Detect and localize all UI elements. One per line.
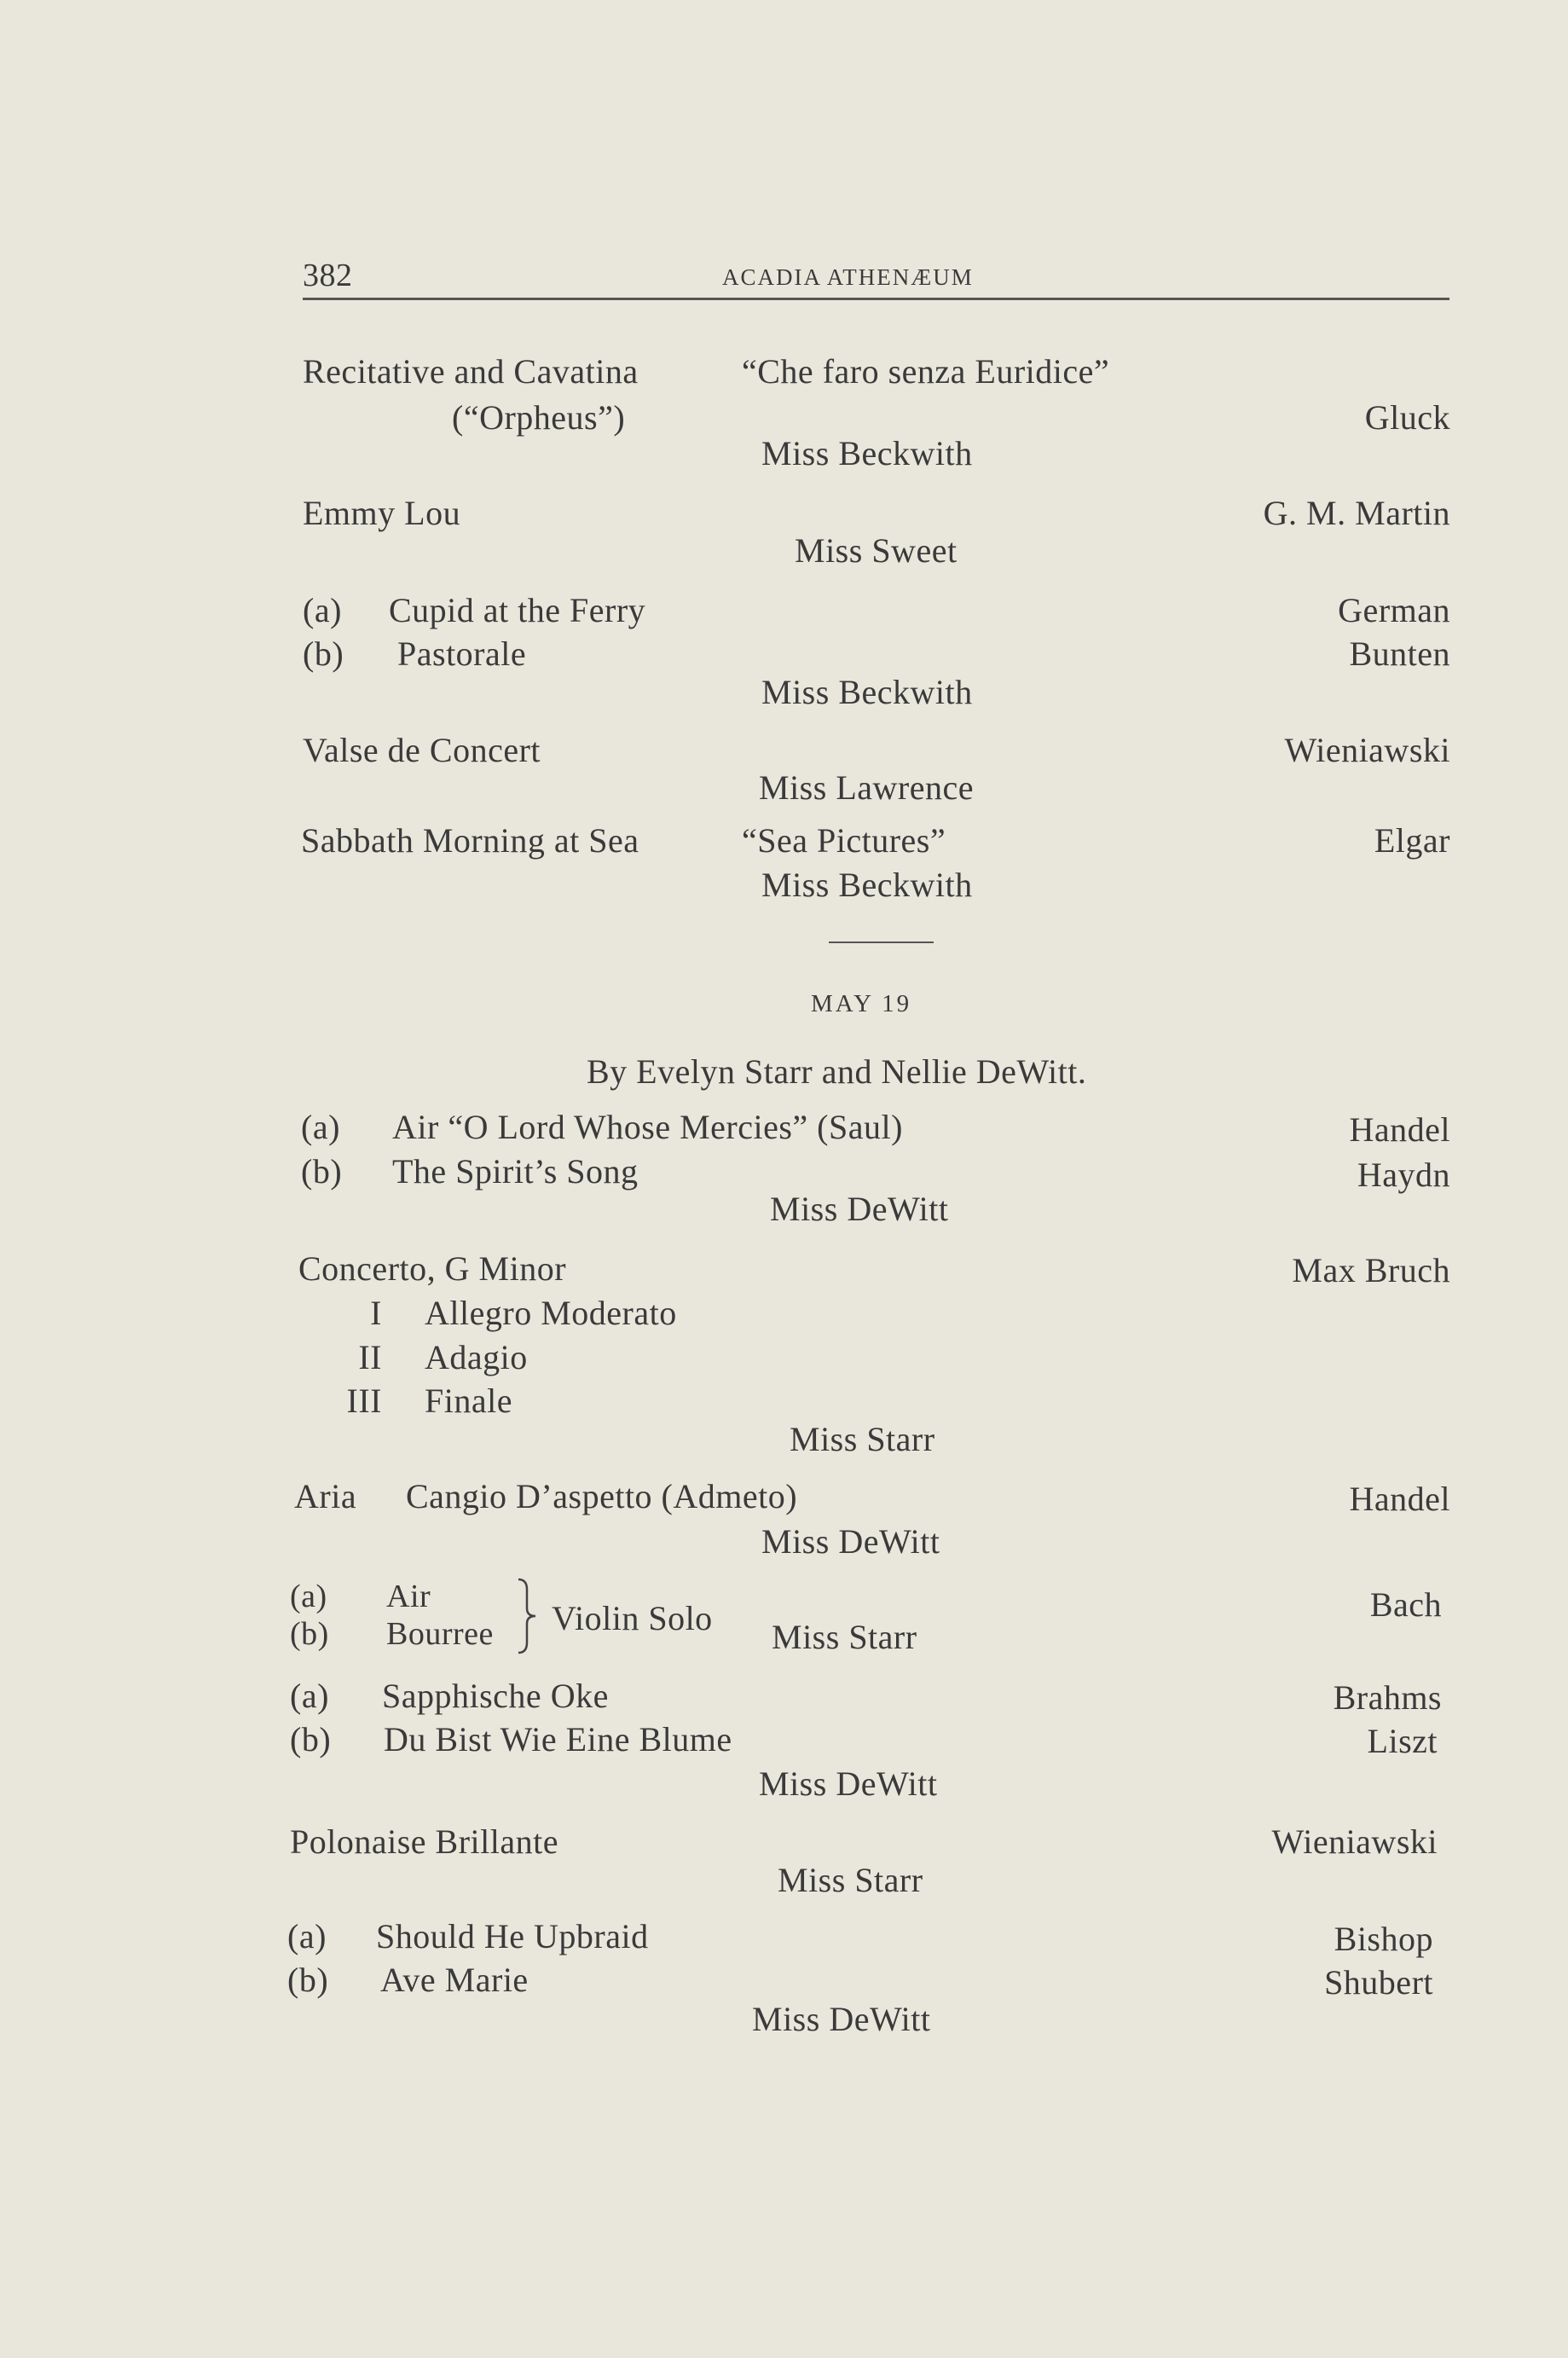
item-title: Ave Marie bbox=[380, 1961, 529, 1999]
item-label: (b) bbox=[290, 1616, 329, 1652]
movement-number: II bbox=[358, 1338, 382, 1376]
performer: Miss Beckwith bbox=[761, 673, 973, 711]
item-title: Concerto, G Minor bbox=[298, 1249, 567, 1288]
movement-number: I bbox=[370, 1294, 382, 1332]
group-label: Violin Solo bbox=[552, 1599, 713, 1637]
performer: Miss Beckwith bbox=[761, 866, 973, 904]
item-title: Air bbox=[386, 1579, 431, 1614]
item-title: Sabbath Morning at Sea bbox=[301, 821, 639, 860]
item-label: (a) bbox=[301, 1108, 340, 1146]
item-quote: “Che faro senza Euridice” bbox=[742, 352, 1110, 391]
item-label: (a) bbox=[287, 1917, 327, 1955]
item-label: (b) bbox=[303, 634, 344, 673]
movement-number: III bbox=[346, 1382, 382, 1420]
right-brace-icon bbox=[515, 1578, 541, 1654]
item-subtitle: (“Orpheus”) bbox=[452, 398, 626, 437]
performer: Miss Sweet bbox=[795, 531, 958, 570]
item-title: Sapphische Oke bbox=[382, 1677, 609, 1715]
item-label: Aria bbox=[294, 1477, 357, 1515]
composer: Wieniawski bbox=[1271, 1822, 1438, 1861]
performer: Miss DeWitt bbox=[759, 1764, 938, 1803]
item-label: (a) bbox=[290, 1677, 329, 1715]
performer: Miss Starr bbox=[790, 1420, 935, 1458]
composer: Wieniawski bbox=[1284, 731, 1450, 769]
item-title: Should He Upbraid bbox=[376, 1917, 649, 1955]
item-label: (b) bbox=[287, 1961, 329, 1999]
composer: G. M. Martin bbox=[1263, 494, 1450, 532]
composer: Handel bbox=[1349, 1110, 1450, 1149]
composer: Gluck bbox=[1364, 398, 1450, 437]
composer: Liszt bbox=[1367, 1722, 1438, 1760]
composer: German bbox=[1338, 591, 1450, 629]
item-title: Cangio D’aspetto (Admeto) bbox=[406, 1477, 798, 1515]
performer: Miss Lawrence bbox=[759, 768, 974, 807]
movement-name: Finale bbox=[425, 1382, 512, 1420]
composer: Haydn bbox=[1357, 1156, 1450, 1194]
item-title: Air “O Lord Whose Mercies” (Saul) bbox=[392, 1108, 903, 1146]
item-quote: “Sea Pictures” bbox=[742, 821, 946, 860]
item-title: Pastorale bbox=[397, 634, 527, 673]
performer: Miss Starr bbox=[778, 1861, 923, 1899]
performer: Miss Starr bbox=[772, 1618, 917, 1656]
performer: Miss DeWitt bbox=[770, 1190, 949, 1228]
movement-name: Allegro Moderato bbox=[425, 1294, 677, 1332]
item-label: (b) bbox=[290, 1720, 332, 1758]
composer: Max Bruch bbox=[1292, 1251, 1450, 1289]
item-title: Du Bist Wie Eine Blume bbox=[384, 1720, 732, 1758]
performer: Miss DeWitt bbox=[752, 2000, 931, 2038]
composer: Bishop bbox=[1334, 1920, 1433, 1958]
composer: Brahms bbox=[1333, 1678, 1442, 1717]
header-rule bbox=[303, 298, 1449, 300]
composer: Bunten bbox=[1349, 634, 1450, 673]
performer: Miss Beckwith bbox=[761, 434, 973, 472]
item-title: Bourree bbox=[386, 1616, 494, 1652]
movement-name: Adagio bbox=[425, 1338, 528, 1376]
composer: Elgar bbox=[1374, 821, 1450, 860]
section-date: MAY 19 bbox=[811, 990, 912, 1017]
item-title: Recitative and Cavatina bbox=[303, 352, 639, 391]
item-title: Emmy Lou bbox=[303, 494, 461, 532]
item-title: The Spirit’s Song bbox=[392, 1152, 639, 1191]
item-label: (b) bbox=[301, 1152, 343, 1191]
item-label: (a) bbox=[303, 591, 342, 629]
byline: By Evelyn Starr and Nellie DeWitt. bbox=[587, 1052, 1087, 1091]
item-title: Polonaise Brillante bbox=[290, 1822, 559, 1861]
performer: Miss DeWitt bbox=[761, 1522, 940, 1561]
composer: Shubert bbox=[1324, 1963, 1433, 2002]
page-number: 382 bbox=[303, 258, 353, 293]
section-divider bbox=[829, 941, 934, 943]
item-title: Cupid at the Ferry bbox=[389, 591, 646, 629]
running-title: ACADIA ATHENÆUM bbox=[722, 264, 974, 290]
composer: Handel bbox=[1349, 1480, 1450, 1518]
composer: Bach bbox=[1369, 1585, 1442, 1624]
item-label: (a) bbox=[290, 1579, 327, 1614]
item-title: Valse de Concert bbox=[303, 731, 541, 769]
